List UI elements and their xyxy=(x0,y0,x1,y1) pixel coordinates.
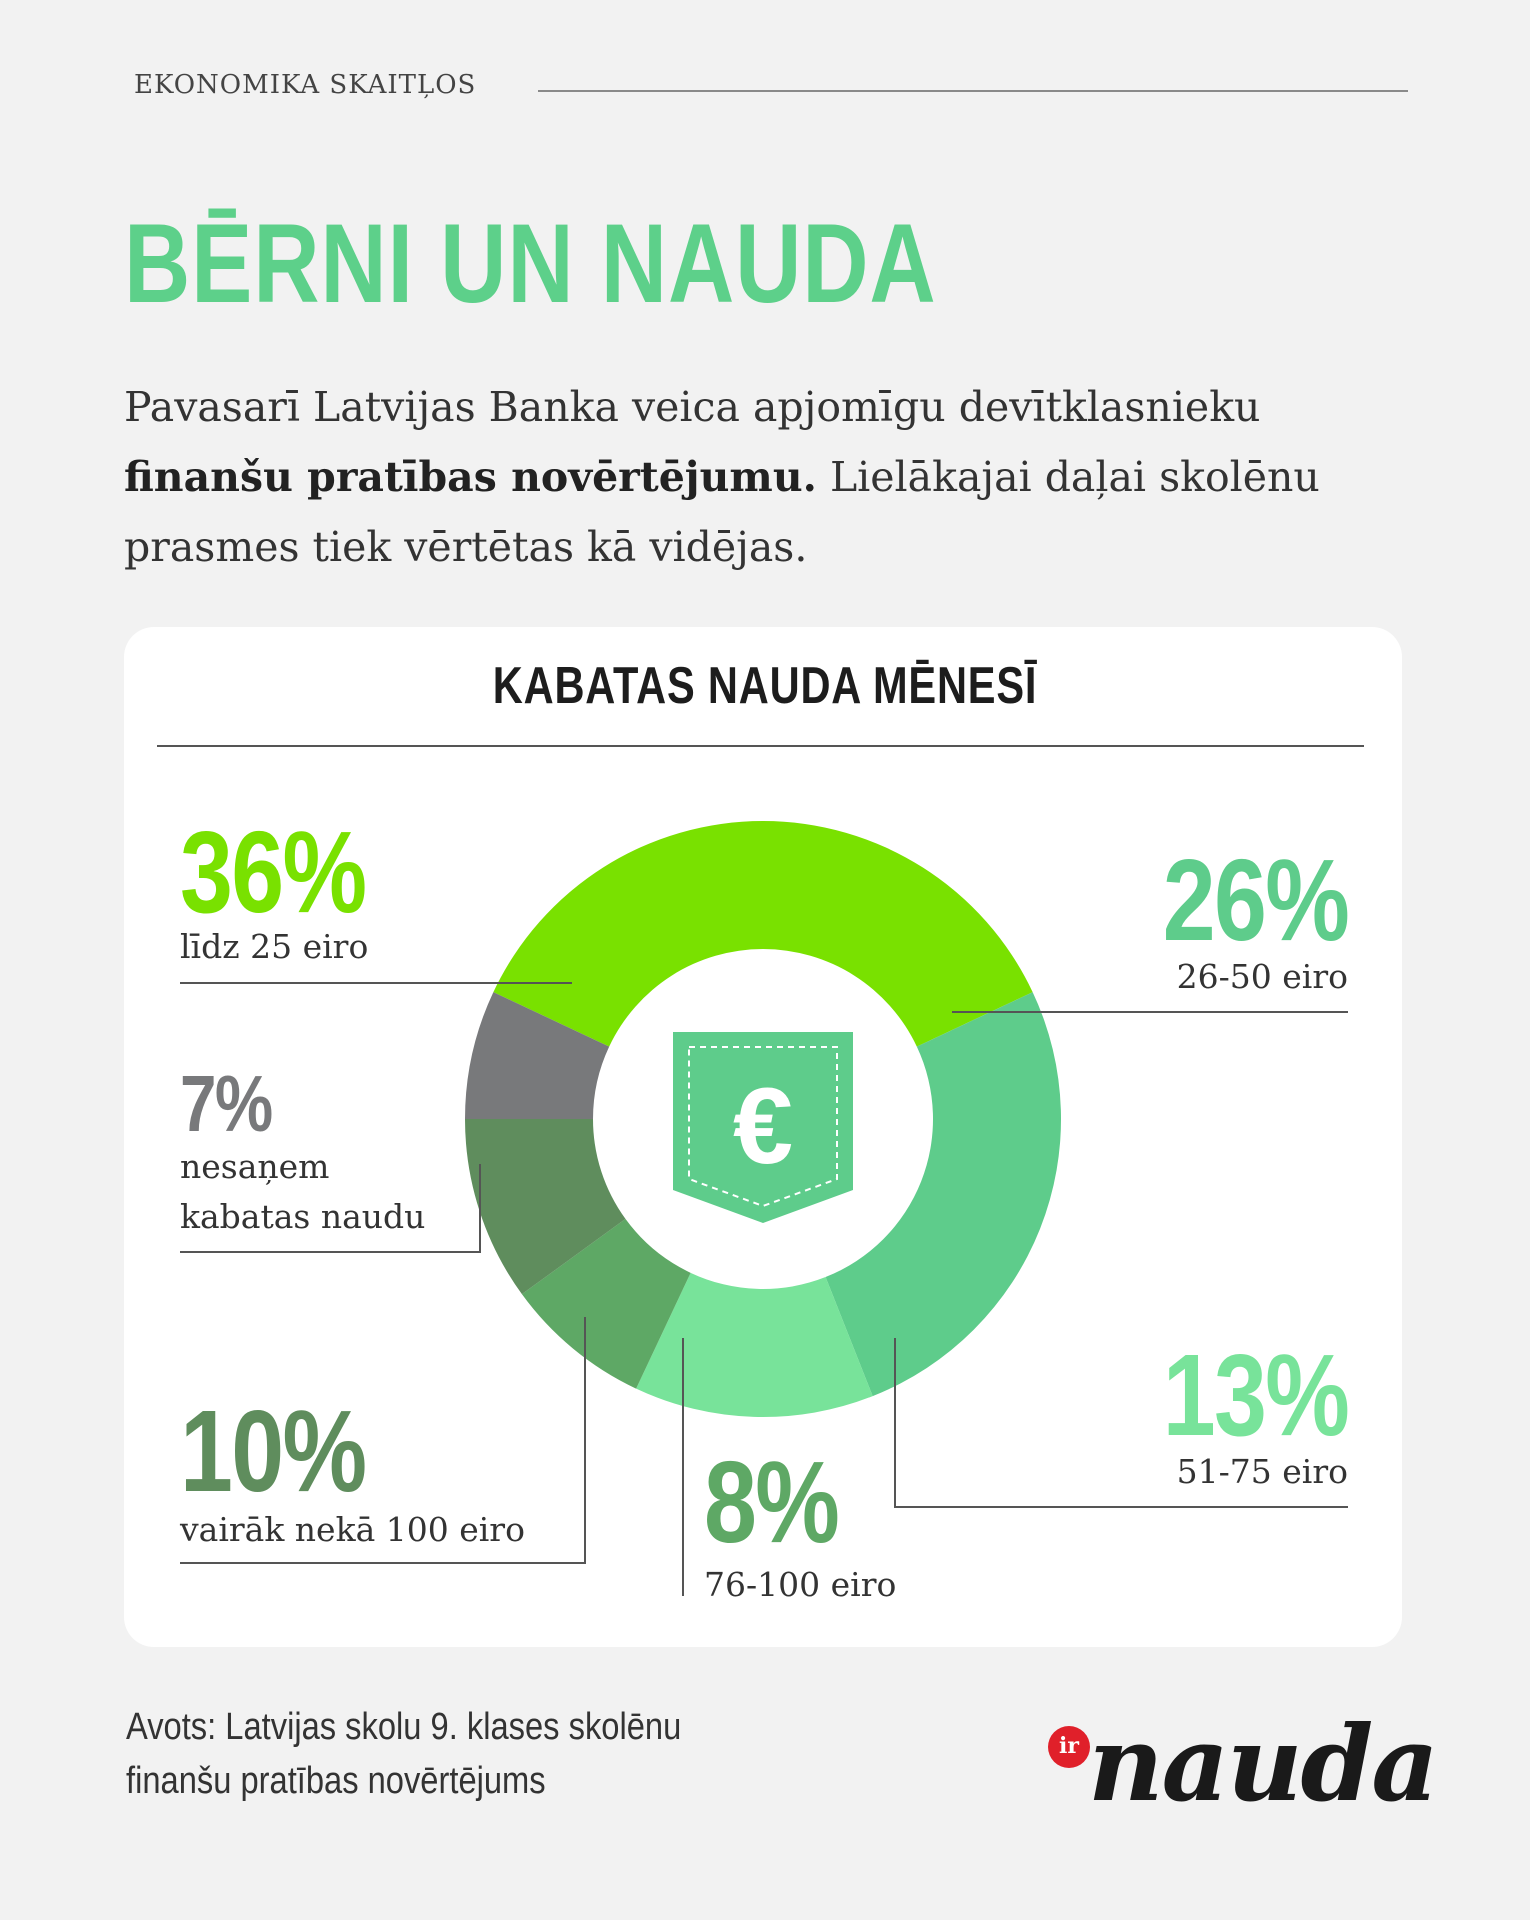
intro-text-start: Pavasarī Latvijas Banka veica apjomīgu devītklasnieku xyxy=(124,383,1261,431)
source-line-2: finanšu pratības novērtējums xyxy=(126,1760,546,1802)
pct-label-s0: 36% xyxy=(180,807,366,937)
category-label-s3: 76-100 eiro xyxy=(704,1565,897,1604)
pct-label-s5: 7% xyxy=(180,1059,272,1148)
category-label-s5-line2: kabatas naudu xyxy=(180,1197,426,1236)
page-title: BĒRNI UN NAUDA xyxy=(124,201,937,326)
category-label-s5 xyxy=(180,1142,425,1242)
donut-slice-s0 xyxy=(493,821,1032,1047)
category-label-s2: 51-75 eiro xyxy=(1176,1452,1348,1491)
category-label-s1: 26-50 eiro xyxy=(1176,957,1348,996)
logo-wordmark: nauda xyxy=(1088,1702,1437,1825)
pct-label-s1: 26% xyxy=(1162,835,1348,965)
brand-logo xyxy=(1048,1702,1437,1828)
pct-label-s2: 13% xyxy=(1162,1330,1348,1460)
donut-slice-s1 xyxy=(826,992,1061,1396)
logo-ir-badge: ir xyxy=(1048,1726,1090,1768)
category-label-s4: vairāk nekā 100 eiro xyxy=(180,1510,525,1549)
pct-label-s4: 10% xyxy=(180,1386,366,1516)
source-note xyxy=(126,1700,728,1808)
intro-text-end: Lielākajai daļai skolēnu prasmes tiek vērtētas kā vidējas. xyxy=(124,453,1320,571)
svg-text:€: € xyxy=(732,1065,794,1186)
section-kicker: EKONOMIKA SKAITĻOS xyxy=(134,70,477,100)
source-line-1: Avots: Latvijas skolu 9. klases skolēnu xyxy=(126,1706,682,1748)
chart-title: KABATAS NAUDA MĒNESĪ xyxy=(492,657,1038,715)
pct-label-s3: 8% xyxy=(704,1437,839,1567)
category-label-s5-line1: nesaņem xyxy=(180,1147,330,1186)
euro-pocket-icon xyxy=(673,1032,853,1223)
intro-text-bold: finanšu pratības novērtējumu. xyxy=(124,453,817,501)
category-label-s0: līdz 25 eiro xyxy=(180,927,369,966)
